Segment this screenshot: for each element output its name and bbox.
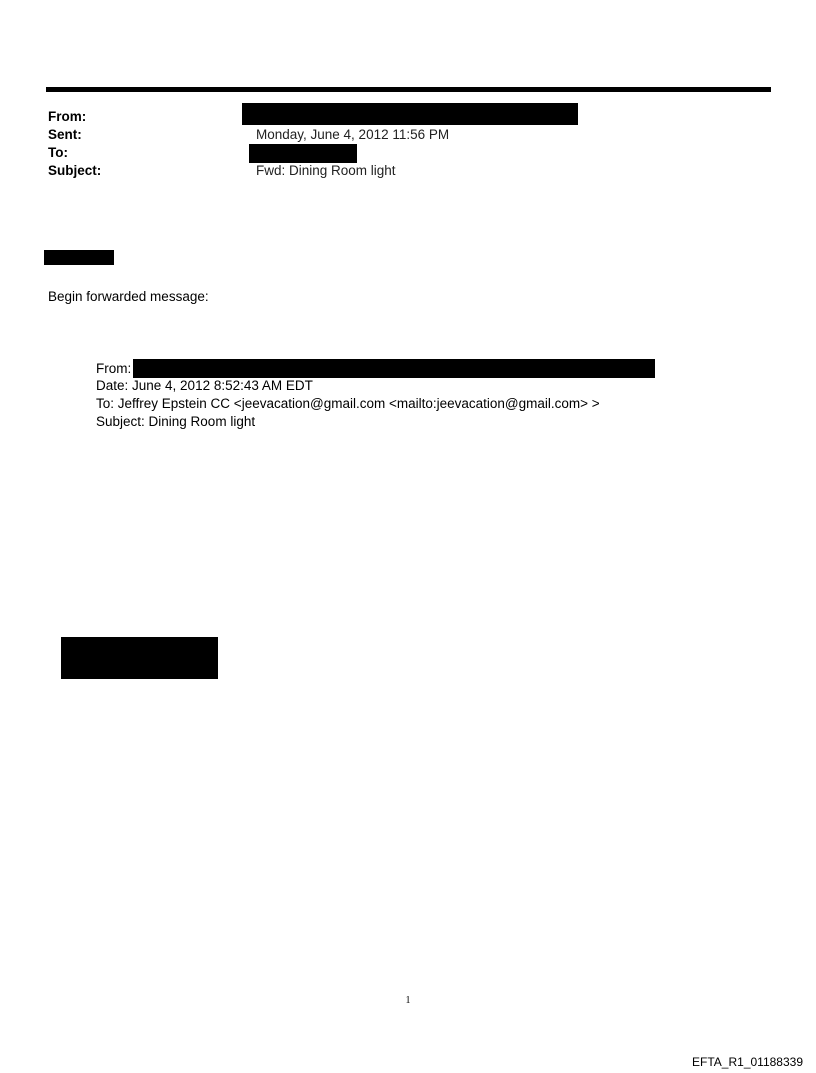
subject-label: Subject: [48,163,102,178]
from-label: From: [48,109,87,124]
sender-name-redaction [44,250,114,265]
fwd-from-label: From: [96,361,132,376]
to-label: To: [48,145,68,160]
fwd-date-line: Date: June 4, 2012 8:52:43 AM EDT [96,378,313,393]
bates-number: EFTA_R1_01188339 [692,1055,803,1069]
sent-label: Sent: [48,127,82,142]
to-redaction [249,144,357,163]
body-redaction [61,637,218,679]
fwd-to-line: To: Jeffrey Epstein CC <jeevacation@gmail.com <mailto:jeevacation@gmail.com> > [96,396,600,411]
page-number: 1 [405,995,411,1006]
sent-value: Monday, June 4, 2012 11:56 PM [256,127,450,142]
header-rule [46,87,771,92]
subject-value: Fwd: Dining Room light [256,163,396,178]
from-redaction [242,103,578,125]
fwd-subject-line: Subject: Dining Room light [96,414,256,429]
forward-intro: Begin forwarded message: [48,289,209,304]
fwd-from-redaction [133,359,655,378]
